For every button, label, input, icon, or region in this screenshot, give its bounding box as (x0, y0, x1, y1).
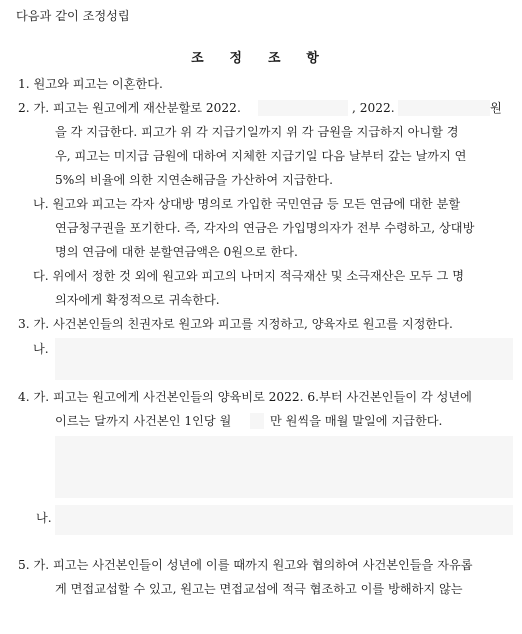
clause-2c-line2: 의자에게 확정적으로 귀속한다. (55, 293, 220, 307)
clause-3b-label: 나. (33, 342, 49, 356)
redacted-block (55, 338, 513, 380)
redacted-block (55, 436, 513, 498)
clause-2a-line1-part3: 원 (490, 101, 502, 115)
document-title: 조 정 조 항 (191, 51, 330, 66)
clause-2a-line1-part1: 2. 가. 피고는 원고에게 재산분할로 2022. (18, 101, 241, 115)
clause-2a-line4: 5%의 비율에 의한 지연손해금을 가산하여 지급한다. (55, 173, 334, 187)
clause-4a-line1: 4. 가. 피고는 원고에게 사건본인들의 양육비로 2022. 6.부터 사건본인들이 각 성년에 (18, 390, 472, 404)
clause-4a-line2-part1: 이르는 달까지 사건본인 1인당 월 (55, 414, 232, 428)
redacted-block (55, 505, 513, 535)
clause-1: 1. 원고와 피고는 이혼한다. (18, 77, 163, 91)
redacted-block (250, 413, 264, 429)
clause-2b-line1: 나. 원고와 피고는 각자 상대방 명의로 가입한 국민연금 등 모든 연금에 대한 분할 (33, 197, 461, 211)
clause-2a-line1-part2: , 2022. (352, 101, 395, 115)
clause-2c-line1: 다. 위에서 정한 것 외에 원고와 피고의 나머지 적극재산 및 소극재산은 모두 그 명 (33, 269, 464, 283)
clause-4b-label: 나. (36, 511, 52, 525)
clause-2a-line3: 우, 피고는 미지급 금원에 대하여 지체한 지급기일 다음 날부터 갚는 날까지 연 (55, 149, 467, 163)
clause-2b-line2: 연금청구권을 포기한다. 즉, 각자의 연금은 가입명의자가 전부 수령하고, 상대방 (55, 221, 475, 235)
redacted-block (398, 100, 490, 116)
intro-text: 다음과 같이 조정성립 (16, 9, 130, 23)
clause-2a-line2 (55, 124, 502, 140)
redacted-block (258, 100, 348, 116)
clause-5a-line1: 5. 가. 피고는 사건본인들이 성년에 이를 때까지 원고와 협의하여 사건본인들을 자유롭 (18, 558, 473, 572)
clause-2b-line3: 명의 연금에 대한 분할연금액은 0원으로 한다. (55, 245, 298, 259)
clause-5a-line2: 게 면접교섭할 수 있고, 원고는 면접교섭에 적극 협조하고 이를 방해하지 않는 (55, 582, 463, 596)
clause-3a: 3. 가. 사건본인들의 친권자로 원고와 피고를 지정하고, 양육자로 원고를 지정한다. (18, 317, 453, 331)
clause-4a-line2-part2: 만 원씩을 매월 말일에 지급한다. (270, 414, 443, 428)
clause-2a-line2-text: 을 각 지급한다. 피고가 위 각 지급기일까지 위 각 금원을 지급하지 아니할 경 (55, 125, 459, 139)
